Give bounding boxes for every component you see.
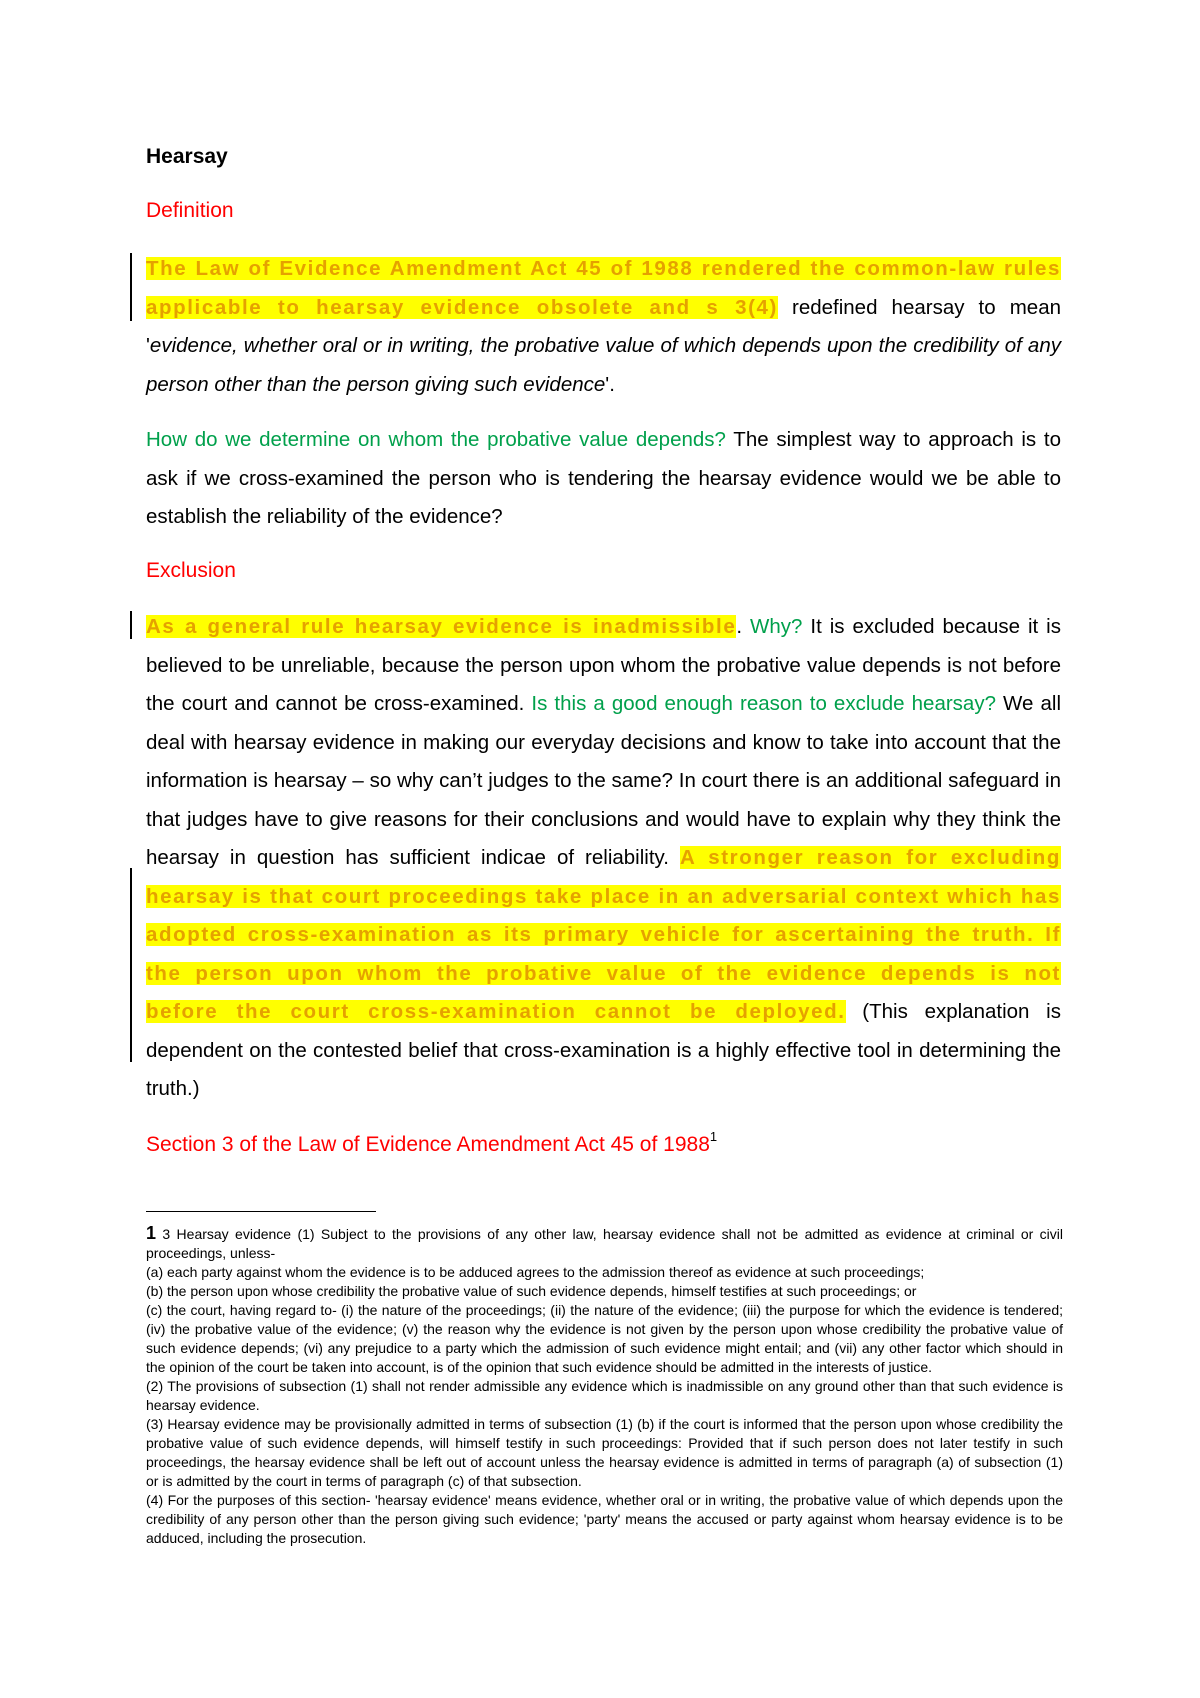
definition-text: redefined hearsay to mean ' xyxy=(146,295,1061,357)
exclusion-text-3: (This explanation is dependent on the contested belief that cross-examination is a highly effective tool in determining the truth.) xyxy=(146,1000,1061,1100)
footnote-reference[interactable]: 1 xyxy=(709,1129,718,1144)
definition-quote: evidence, whether oral or in writing, the probative value of which depends upon the credibility of any person other than the person giving such evidence xyxy=(146,334,1061,396)
change-bar-definition xyxy=(130,253,132,321)
page-title: Hearsay xyxy=(146,145,228,168)
why-question: Why? xyxy=(750,615,803,638)
exclusion-heading: Exclusion xyxy=(146,559,236,582)
footnote-line-2: (2) The provisions of subsection (1) shall not render admissible any evidence which is inadmissible on any ground other than that such evidence is hearsay evidence. xyxy=(146,1378,1063,1413)
exclusion-text-2: We all deal with hearsay evidence in making our everyday decisions and know to take into account that the information is hearsay – so why can’t judges to the same? In court there is an additional safeguard in that judges have to give reasons for their conclusions and would have to explain why they think the hearsay in question has sufficient indicae of reliability. xyxy=(146,692,1062,869)
footnote-line-a: (a) each party against whom the evidence is to be adduced agrees to the admission thereof as evidence at such proceedings; xyxy=(146,1264,925,1280)
definition-paragraph xyxy=(146,250,1061,404)
change-bar-stronger-reason xyxy=(130,868,132,1062)
question-answer-text: The simplest way to approach is to ask if we cross-examined the person who is tendering the hearsay evidence would we be able to establish the reliability of the evidence? xyxy=(146,428,1061,528)
footnote-number: 1 xyxy=(146,1223,157,1243)
question-paragraph xyxy=(146,421,1061,537)
exclusion-dot: . xyxy=(736,615,751,638)
footnote-line-b: (b) the person upon whose credibility the probative value of such evidence depends, himself testifies at such proceedings; or xyxy=(146,1283,917,1299)
definition-end: '. xyxy=(605,372,615,396)
footnote-line-4: (4) For the purposes of this section- 'hearsay evidence' means evidence, whether oral or in writing, the probative value of which depends upon the credibility of any person other than the person giving such evidence; 'party' means the accused or party against whom hearsay evidence is to be adduced, including the prosecution. xyxy=(146,1492,1063,1546)
probative-question: How do we determine on whom the probative value depends? xyxy=(146,428,726,451)
section3-heading-text: Section 3 of the Law of Evidence Amendment Act 45 of 1988 xyxy=(146,1133,710,1156)
exclusion-text-1: It is excluded because it is believed to be unreliable, because the person upon whom the probative value depends is not before the court and cannot be cross-examined. xyxy=(146,615,1061,715)
footnote-line-3: (3) Hearsay evidence may be provisionally admitted in terms of subsection (1) (b) if the court is informed that the person upon whose credibility the probative value of such evidence depends, will himself testify in such proceedings: Provided that if such person does not later testify in such proceedings, the hearsay evidence shall be left out of account unless the hearsay evidence is admitted in terms of paragraph (a) of subsection (1) or is admitted by the court in terms of paragraph (c) of that subsection. xyxy=(146,1416,1063,1489)
good-enough-question: Is this a good enough reason to exclude hearsay? xyxy=(531,692,996,715)
change-bar-exclusion xyxy=(130,611,132,639)
stronger-reason-highlight: A stronger reason for excluding hearsay is that court proceedings take place in an adversarial context which has adopted cross-examination as its primary vehicle for ascertaining the truth. If the person upon whom the probative value of the evidence depends is not before the court cross-examination cannot be deployed. xyxy=(146,846,1061,1023)
footnote xyxy=(146,1224,1063,1548)
footnote-separator xyxy=(146,1211,376,1212)
exclusion-paragraph xyxy=(146,608,1061,1109)
section3-heading xyxy=(146,1130,717,1160)
exclusion-highlight: As a general rule hearsay evidence is inadmissible xyxy=(146,615,737,638)
footnote-line-1: 1 3 Hearsay evidence (1) Subject to the provisions of any other law, hearsay evidence shall not be admitted as evidence at criminal or civil proceedings, unless- xyxy=(146,1223,1063,1261)
footnote-line-c: (c) the court, having regard to- (i) the nature of the proceedings; (ii) the nature of the evidence; (iii) the purpose for which the evidence is tendered; (iv) the probative value of the evidence; (v) the reason why the evidence is not given by the person upon whose credibility the probative value of such evidence depends; (vi) any prejudice to a party which the admission of such evidence might entail; and (vii) any other factor which should in the opinion of the court be taken into account, is of the opinion that such evidence should be admitted in the interests of justice. xyxy=(146,1302,1063,1375)
definition-highlight: The Law of Evidence Amendment Act 45 of 1988 rendered the common-law rules applicable to hearsay evidence obsolete and s 3(4) xyxy=(146,257,1061,319)
definition-heading: Definition xyxy=(146,199,234,222)
